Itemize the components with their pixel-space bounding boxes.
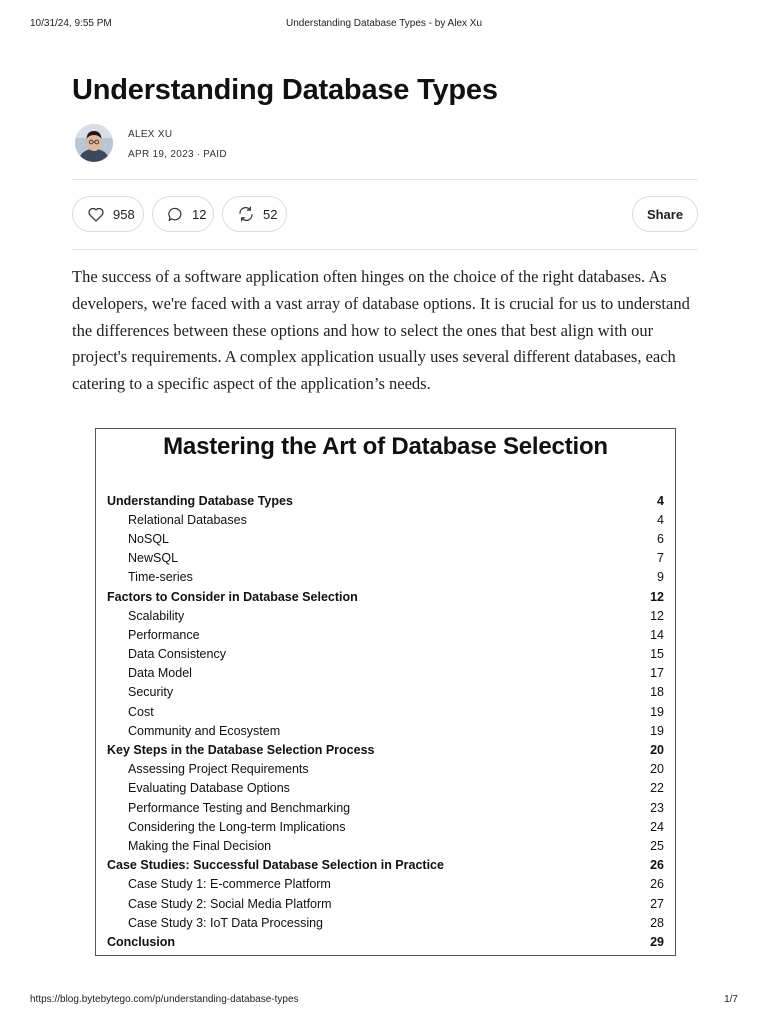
article-title: Understanding Database Types [72, 74, 498, 106]
toc-entry-label: Performance [128, 627, 200, 642]
toc-entry-label: Data Consistency [128, 647, 226, 662]
comment-button[interactable] [152, 196, 214, 232]
restack-button[interactable] [222, 196, 287, 232]
toc-section [107, 932, 664, 951]
toc-entry-page: 20 [650, 762, 664, 777]
toc-entry-label: Relational Databases [128, 512, 247, 527]
toc-entry-page: 17 [650, 666, 664, 681]
toc-entry-page: 7 [657, 551, 664, 566]
toc-entry-label: Making the Final Decision [128, 838, 272, 853]
toc-entry-label: Understanding Database Types [107, 493, 293, 508]
post-meta: APR 19, 2023 ∙ PAID [128, 149, 227, 160]
toc-entry-page: 29 [650, 934, 664, 949]
toc-section [107, 491, 664, 510]
toc-entry-page: 20 [650, 743, 664, 758]
toc-subsection [107, 913, 664, 932]
toc-entry-label: Case Study 2: Social Media Platform [128, 896, 332, 911]
toc-entry-page: 24 [650, 819, 664, 834]
toc-entry-label: Case Studies: Successful Database Selection in Practice [107, 858, 444, 873]
toc-entry-label: Assessing Project Requirements [128, 762, 309, 777]
comment-icon [167, 206, 184, 223]
toc-entry-label: Case Study 1: E-commerce Platform [128, 877, 331, 892]
toc-entry-label: Performance Testing and Benchmarking [128, 800, 351, 815]
toc-entry-page: 4 [657, 493, 664, 508]
toc-entry-page: 9 [657, 570, 664, 585]
toc-entry-page: 19 [650, 723, 664, 738]
toc-subsection [107, 645, 664, 664]
toc-entry-page: 4 [657, 512, 664, 527]
toc-section [107, 587, 664, 606]
toc-subsection [107, 606, 664, 625]
toc-entry-page: 12 [650, 589, 664, 604]
toc-section [107, 856, 664, 875]
toc-subsection [107, 510, 664, 529]
toc-subsection [107, 683, 664, 702]
toc-subsection [107, 625, 664, 644]
toc-entry-label: Security [128, 685, 174, 700]
toc-entry-page: 25 [650, 838, 664, 853]
print-datetime: 10/31/24, 9:55 PM [30, 18, 112, 29]
toc-subsection [107, 894, 664, 913]
toc-subsection [107, 664, 664, 683]
toc-entry-page: 14 [650, 627, 664, 642]
toc-entry-label: NewSQL [128, 551, 179, 566]
toc-entry-label: Conclusion [107, 934, 176, 949]
toc-entry-page: 6 [657, 531, 664, 546]
toc-subsection [107, 760, 664, 779]
restack-icon [237, 205, 255, 223]
toc-entry-page: 18 [650, 685, 664, 700]
toc-entry-label: Case Study 3: IoT Data Processing [128, 915, 324, 930]
print-page-number: 1/7 [724, 994, 738, 1005]
toc-list [107, 491, 664, 952]
toc-section [107, 740, 664, 759]
divider-top [72, 179, 698, 180]
toc-entry-page: 28 [650, 915, 664, 930]
print-footer [30, 994, 738, 1008]
author-name[interactable]: ALEX XU [128, 129, 173, 140]
toc-entry-label: Evaluating Database Options [128, 781, 290, 796]
toc-subsection [107, 779, 664, 798]
toc-entry-page: 15 [650, 647, 664, 662]
toc-entry-label: Scalability [128, 608, 185, 623]
toc-entry-label: Time-series [128, 570, 193, 585]
avatar-photo [75, 124, 113, 162]
toc-entry-label: Factors to Consider in Database Selection [107, 589, 358, 604]
like-button[interactable] [72, 196, 144, 232]
toc-subsection [107, 702, 664, 721]
share-button[interactable] [632, 196, 698, 232]
toc-subsection [107, 875, 664, 894]
restack-count: 52 [263, 206, 278, 222]
intro-paragraph: The success of a software application often hinges on the choice of the right databases. As developers, we're faced with a vast array of database options. It is crucial for us to understand the differences between these options and how to select the ones that best align with our project's requirements. A complex application usually uses several different databases, each catering to a specific aspect of the application’s needs. [72, 267, 690, 394]
toc-entry-label: Community and Ecosystem [128, 723, 281, 738]
toc-entry-label: Considering the Long-term Implications [128, 819, 346, 834]
toc-subsection [107, 568, 664, 587]
toc-entry-page: 23 [650, 800, 664, 815]
toc-entry-page: 26 [650, 858, 664, 873]
print-url: https://blog.bytebytego.com/p/understanding-database-types [30, 994, 299, 1005]
toc-entry-label: Key Steps in the Database Selection Process [107, 743, 375, 758]
toc-entry-label: Data Model [128, 666, 192, 681]
comment-count: 12 [192, 206, 207, 222]
print-doc-title: Understanding Database Types - by Alex Xu [285, 18, 483, 29]
toc-heading: Mastering the Art of Database Selection [163, 433, 608, 460]
divider-bottom [72, 249, 698, 250]
toc-entry-label: Cost [128, 704, 154, 719]
toc-subsection [107, 721, 664, 740]
toc-subsection [107, 549, 664, 568]
heart-icon [87, 206, 105, 222]
toc-entry-page: 19 [650, 704, 664, 719]
print-header [30, 18, 738, 32]
toc-entry-page: 26 [650, 877, 664, 892]
toc-subsection [107, 529, 664, 548]
author-avatar[interactable] [75, 124, 113, 162]
share-label: Share [646, 206, 684, 222]
toc-subsection [107, 798, 664, 817]
toc-entry-label: NoSQL [128, 531, 169, 546]
like-count: 958 [113, 206, 135, 222]
toc-image [95, 428, 676, 956]
toc-subsection [107, 836, 664, 855]
toc-entry-page: 22 [650, 781, 664, 796]
toc-subsection [107, 817, 664, 836]
toc-entry-page: 27 [650, 896, 664, 911]
toc-entry-page: 12 [650, 608, 664, 623]
